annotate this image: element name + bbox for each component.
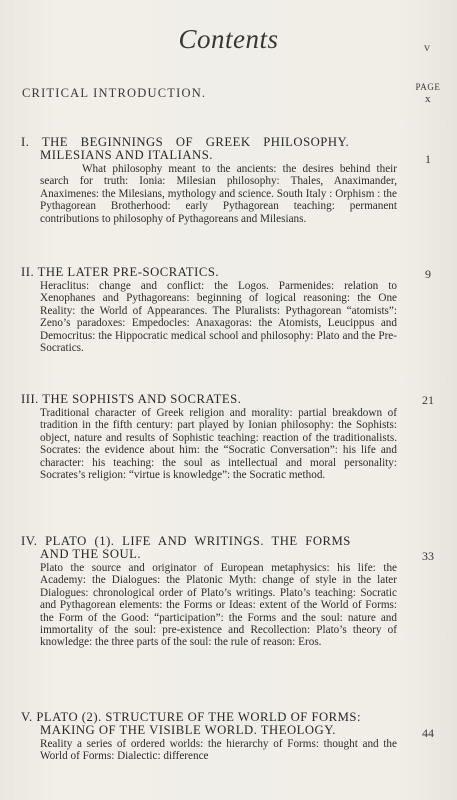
entry-summary <box>21 163 397 225</box>
page-column-label: PAGE <box>415 82 441 92</box>
entry-heading-line2: AND THE SOUL. <box>40 547 142 561</box>
entry-summary-text: Plato the source and originator of European metaphysics: his life: the Academy: the Dialogues: the Platonic Myth: change of style in the later Dialogues: chronological order of Plato’s writings. Plato’s teaching: Socratic and Pythagorean elements: the Forms or Ideas: extent of the World of Forms: the Form of the Good: “participation”: the Forms and the soul: nature and immortality of the soul: pre-existence and Recollection: Plato’s theory of knowledge: the three parts of the soul: the rule of reason: Eros. <box>40 562 397 649</box>
entry-summary <box>21 738 397 763</box>
toc-entry-5 <box>21 711 397 763</box>
entry-heading-line2: MILESIANS AND ITALIANS. <box>40 148 213 162</box>
entry-summary-text: Reality a series of ordered worlds: the hierarchy of Forms: thought and the World of Forms: Dialectic: difference <box>40 738 397 763</box>
entry-heading <box>21 393 397 406</box>
entry-heading <box>21 535 397 561</box>
toc-entry-4 <box>21 535 397 649</box>
entry-summary <box>21 562 397 649</box>
entry-summary-text: What philosophy meant to the ancients: the desires behind their search for truth: Ionia: Milesian philosophy: Thales, Anaximander, Anaximenes: the Milesians, mythology and science. South Italy : Orphism : the Pythagorean Brotherhood: early Pythagorean teaching: permanent contributions to philosophy of Pythagoreans and Milesians. <box>40 163 397 225</box>
entry-page-4: 33 <box>422 549 434 563</box>
entry-heading-line2: MAKING OF THE VISIBLE WORLD. THEOLOGY. <box>40 723 336 737</box>
page-title: Contents <box>178 24 279 54</box>
toc-entry-2 <box>21 266 397 354</box>
page-number-roman: v <box>424 40 430 54</box>
entry-heading <box>21 266 397 279</box>
page-column-header <box>412 82 444 105</box>
entry-page-3: 21 <box>422 393 434 407</box>
entry-heading-line1: I. THE BEGINNINGS OF GREEK PHILOSOPHY. <box>21 135 350 149</box>
entry-summary <box>21 407 397 481</box>
entry-heading-line1: V. PLATO (2). STRUCTURE OF THE WORLD OF FORMS: <box>21 710 361 724</box>
entry-heading-line1: III. THE SOPHISTS AND SOCRATES. <box>21 392 242 406</box>
entry-heading <box>21 711 397 737</box>
entry-page-1: 1 <box>425 152 431 166</box>
entry-heading-line1: II. THE LATER PRE-SOCRATICS. <box>21 265 220 279</box>
toc-entry-1 <box>21 136 397 225</box>
critical-introduction-page: x <box>424 93 432 105</box>
entry-summary <box>21 280 397 354</box>
entry-heading-line1: IV. PLATO (1). LIFE AND WRITINGS. THE FORMS <box>21 534 351 548</box>
entry-summary-text: Traditional character of Greek religion and morality: partial breakdown of tradition in the fifth century: part played by Ionian philosophy: the Sophists: object, nature and results of Sophistic teaching: reaction of the traditionalists. Socrates: the evidence about him: the “Socratic Conversation”: his life and character: his teaching: the soul as intellectual and moral personality: Socrates’s religion: “virtue is knowledge”: the Socratic method. <box>40 407 397 482</box>
entry-summary-text: Heraclitus: change and conflict: the Logos. Parmenides: relation to Xenophanes and Pythagoreans: beginning of logical reasoning: the One Reality: the World of Appearances. The Pluralists: Pythagorean “atomists”: Zeno’s paradoxes: Empedocles: Anaxagoras: the Atomists, Leucippus and Democritus: the Hippocratic medical school and philosophy: Plato and the Pre-Socratics. <box>40 280 397 355</box>
entry-page-5: 44 <box>422 726 434 740</box>
entry-heading <box>21 136 397 162</box>
critical-introduction-label: CRITICAL INTRODUCTION. <box>22 86 207 100</box>
toc-entry-3 <box>21 393 397 481</box>
entry-page-2: 9 <box>425 267 431 281</box>
